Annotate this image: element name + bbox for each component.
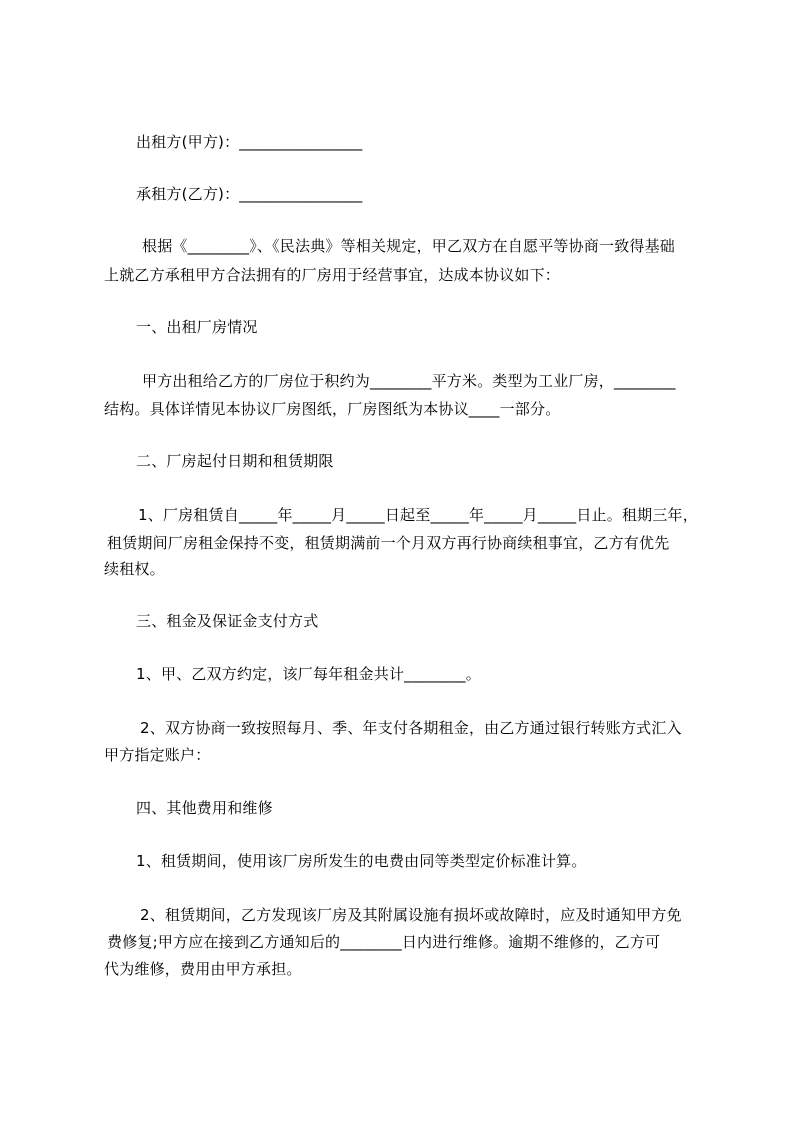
s4-para-2-line-3: 代为维修，费用由甲方承担。 [104,960,302,978]
lessee-line: 承租方(乙方)：________________ [136,185,363,203]
section-1-title: 一、出租厂房情况 [136,318,258,336]
section-2-title: 二、厂房起付日期和租赁期限 [136,452,334,470]
s2-para-line-2: 租赁期间厂房租金保持不变，租赁期满前一个月双方再行协商续租事宜，乙方有优先 [107,534,670,552]
section-3-title: 三、租金及保证金支付方式 [136,612,319,630]
s4-para-2-line-2: 费修复;甲方应在接到乙方通知后的________日内进行维修。逾期不维修的，乙方可 [107,933,661,951]
s4-para-1: 1、租赁期间，使用该厂房所发生的电费由同等类型定价标准计算。 [136,852,587,870]
lessor-line: 出租方(甲方)：________________ [136,133,363,151]
s3-para-2-line-2: 甲方指定账户： [104,746,211,764]
preamble-line-2: 上就乙方承租甲方合法拥有的厂房用于经营事宜，达成本协议如下： [104,266,561,284]
s1-para-line-1: 甲方出租给乙方的厂房位于积约为________平方米。类型为工业厂房，________ [142,372,676,390]
section-4-title: 四、其他费用和维修 [136,799,273,817]
s2-para-line-3: 续租权。 [104,560,165,578]
preamble-line-1: 根据《________》、《民法典》等相关规定，甲乙双方在自愿平等协商一致得基础 [142,237,676,255]
s3-para-2-line-1: 2、双方协商一致按照每月、季、年支付各期租金，由乙方通过银行转账方式汇入 [140,719,682,737]
s4-para-2-line-1: 2、租赁期间，乙方发现该厂房及其附属设施有损坏或故障时，应及时通知甲方免 [140,906,682,924]
s1-para-line-2: 结构。具体详情见本协议厂房图纸，厂房图纸为本协议____一部分。 [104,400,561,418]
s3-para-1: 1、甲、乙双方约定，该厂每年租金共计________。 [136,665,481,683]
s2-para-line-1: 1、厂房租赁自_____年_____月_____日起至_____年_____月_____日止。租期三年， [138,506,698,524]
